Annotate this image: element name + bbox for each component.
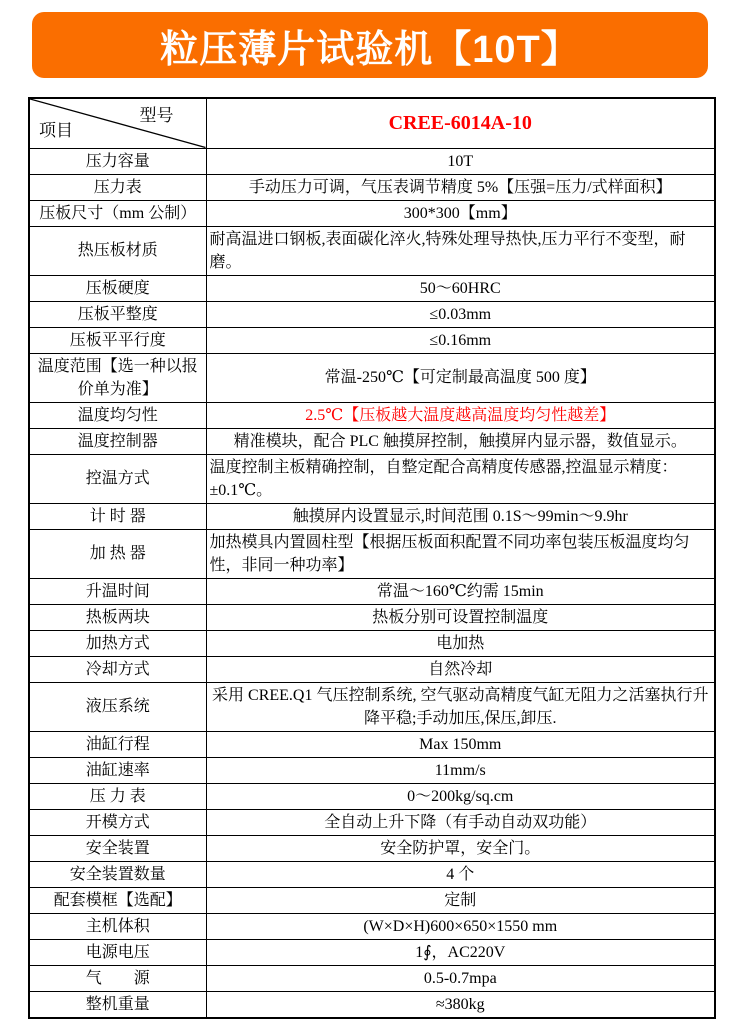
- spec-label: 油缸行程: [29, 731, 206, 757]
- table-row: [29, 965, 715, 991]
- table-row: [29, 148, 715, 174]
- table-row: [29, 578, 715, 604]
- header-diagonal-cell: [29, 98, 206, 148]
- page-title: 粒压薄片试验机【10T】: [160, 28, 580, 71]
- header-model-label: 型号: [139, 106, 174, 125]
- table-row: [29, 656, 715, 682]
- spec-value: ≈380kg: [206, 991, 715, 1018]
- spec-value: 耐高温进口钢板,表面碳化淬火,特殊处理导热快,压力平行不变型，耐磨。: [206, 226, 715, 275]
- spec-label: 温度均匀性: [29, 402, 206, 428]
- spec-value: 4 个: [206, 861, 715, 887]
- spec-label: 压力表: [29, 174, 206, 200]
- spec-value: 自然冷却: [206, 656, 715, 682]
- spec-value: 全自动上升下降（有手动自动双功能）: [206, 809, 715, 835]
- spec-value: 采用 CREE.Q1 气压控制系统, 空气驱动高精度气缸无阻力之活塞执行升降平稳;手动加压,保压,卸压.: [206, 682, 715, 731]
- spec-label: 压 力 表: [29, 783, 206, 809]
- table-row: [29, 913, 715, 939]
- spec-value: 50～60HRC: [206, 275, 715, 301]
- table-header-row: [29, 98, 715, 148]
- spec-value: 热板分别可设置控制温度: [206, 604, 715, 630]
- spec-value: 10T: [206, 148, 715, 174]
- table-row: [29, 200, 715, 226]
- spec-value: ≤0.16mm: [206, 327, 715, 353]
- table-row: [29, 327, 715, 353]
- table-row: [29, 835, 715, 861]
- spec-label: 热板两块: [29, 604, 206, 630]
- table-row: [29, 353, 715, 402]
- spec-value: 精准模块，配合 PLC 触摸屏控制，触摸屏内显示器，数值显示。: [206, 428, 715, 454]
- spec-label: 温度控制器: [29, 428, 206, 454]
- spec-label: 热压板材质: [29, 226, 206, 275]
- table-row: [29, 682, 715, 731]
- spec-label: 气 源: [29, 965, 206, 991]
- spec-value: 常温-250℃【可定制最高温度 500 度】: [206, 353, 715, 402]
- table-row: [29, 939, 715, 965]
- spec-value: 常温～160℃约需 15min: [206, 578, 715, 604]
- spec-label: 压板硬度: [29, 275, 206, 301]
- spec-label: 加 热 器: [29, 529, 206, 578]
- spec-table: [28, 97, 716, 1019]
- spec-value: (W×D×H)600×650×1550 mm: [206, 913, 715, 939]
- table-row: [29, 174, 715, 200]
- spec-label: 计 时 器: [29, 503, 206, 529]
- table-row: [29, 503, 715, 529]
- spec-label: 控温方式: [29, 454, 206, 503]
- table-row: [29, 757, 715, 783]
- spec-value: 1∮，AC220V: [206, 939, 715, 965]
- spec-label: 整机重量: [29, 991, 206, 1018]
- table-row: [29, 783, 715, 809]
- spec-value: 0～200kg/sq.cm: [206, 783, 715, 809]
- spec-value: 300*300【mm】: [206, 200, 715, 226]
- spec-value: 电加热: [206, 630, 715, 656]
- table-row: [29, 454, 715, 503]
- spec-label: 主机体积: [29, 913, 206, 939]
- spec-value: Max 150mm: [206, 731, 715, 757]
- spec-label: 液压系统: [29, 682, 206, 731]
- spec-label: 安全装置数量: [29, 861, 206, 887]
- table-row: [29, 731, 715, 757]
- header-item-label: 项目: [39, 120, 73, 140]
- spec-label: 开模方式: [29, 809, 206, 835]
- spec-value: 温度控制主板精确控制，自整定配合高精度传感器,控温显示精度：±0.1℃。: [206, 454, 715, 503]
- spec-label: 安全装置: [29, 835, 206, 861]
- table-row: [29, 402, 715, 428]
- table-row: [29, 604, 715, 630]
- spec-label: 压力容量: [29, 148, 206, 174]
- spec-value: 安全防护罩，安全门。: [206, 835, 715, 861]
- spec-label: 升温时间: [29, 578, 206, 604]
- table-row: [29, 630, 715, 656]
- header-model-value: CREE-6014A-10: [206, 98, 715, 148]
- table-row: [29, 301, 715, 327]
- table-row: [29, 529, 715, 578]
- table-row: [29, 275, 715, 301]
- spec-value: 11mm/s: [206, 757, 715, 783]
- spec-value: 0.5-0.7mpa: [206, 965, 715, 991]
- spec-value: 加热模具内置圆柱型【根据压板面积配置不同功率包装压板温度均匀性，非同一种功率】: [206, 529, 715, 578]
- spec-label: 压板平平行度: [29, 327, 206, 353]
- spec-label: 配套模框【选配】: [29, 887, 206, 913]
- spec-value: 定制: [206, 887, 715, 913]
- spec-label: 电源电压: [29, 939, 206, 965]
- spec-label: 加热方式: [29, 630, 206, 656]
- spec-label: 冷却方式: [29, 656, 206, 682]
- table-row: [29, 861, 715, 887]
- table-row: [29, 428, 715, 454]
- spec-value: ≤0.03mm: [206, 301, 715, 327]
- spec-label: 温度范围【选一种以报价单为准】: [29, 353, 206, 402]
- table-row: [29, 887, 715, 913]
- title-banner: [32, 12, 708, 78]
- table-row: [29, 226, 715, 275]
- table-row: [29, 991, 715, 1018]
- spec-label: 压板平整度: [29, 301, 206, 327]
- spec-value: 手动压力可调，气压表调节精度 5%【压强=压力/式样面积】: [206, 174, 715, 200]
- spec-label: 压板尺寸（mm 公制）: [29, 200, 206, 226]
- table-row: [29, 809, 715, 835]
- spec-value: 触摸屏内设置显示,时间范围 0.1S～99min～9.9hr: [206, 503, 715, 529]
- spec-label: 油缸速率: [29, 757, 206, 783]
- spec-value: 2.5℃【压板越大温度越高温度均匀性越差】: [206, 402, 715, 428]
